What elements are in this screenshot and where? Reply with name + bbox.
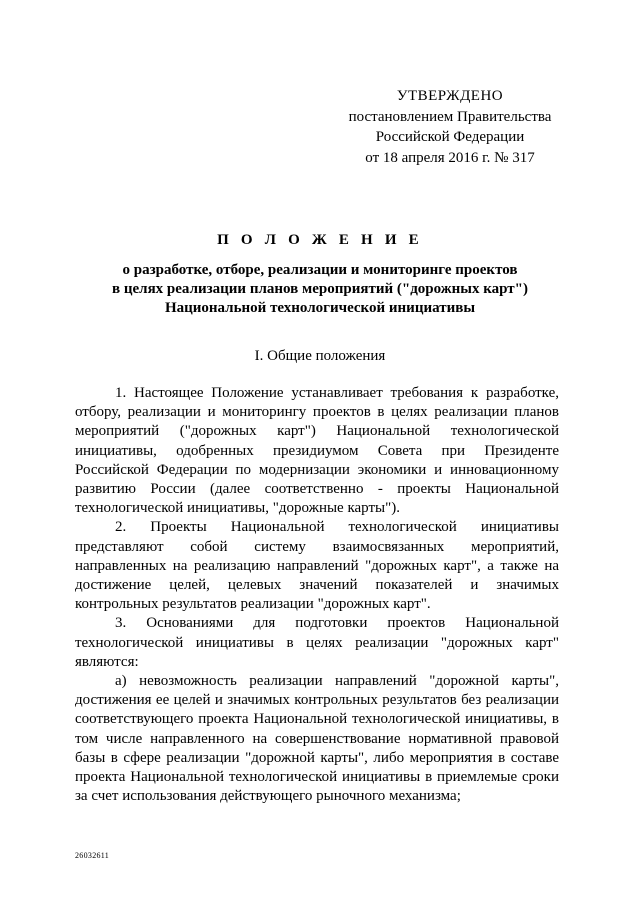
section-heading: I. Общие положения xyxy=(254,348,386,364)
subtitle-line-2: в целях реализации планов мероприятий ("дорожных карт") xyxy=(112,281,528,297)
document-subtitle xyxy=(60,261,580,318)
approval-block xyxy=(330,86,570,168)
paragraph-1: 1. Настоящее Положение устанавливает требования к разработке, отбору, реализации и мониторингу проектов в целях реализации планов мероприятий ("дорожных карт") Национальной технологической инициативы, одобренных президиумом Совета при Президенте Российской Федерации по модернизации экономики и инновационному развитию России (далее соответственно - проекты Национальной технологической инициативы, "дорожные карты"). xyxy=(75,385,559,517)
body-text xyxy=(75,384,559,806)
paragraph-2: 2. Проекты Национальной технологической инициативы представляют собой систему взаимосвязанных мероприятий, направленных на реализацию направлений "дорожных карт", а также на достижение целей, целевых значений показателей и значимых контрольных результатов реализации "дорожных карт". xyxy=(75,519,559,613)
approval-line-3: от 18 апреля 2016 г. № 317 xyxy=(365,149,535,166)
subtitle-line-1: о разработке, отборе, реализации и мониторинге проектов xyxy=(122,262,518,278)
approval-line-1: постановлением Правительства xyxy=(348,108,552,125)
document-number: 26032611 xyxy=(75,851,110,860)
approval-heading: УТВЕРЖДЕНО xyxy=(396,88,504,104)
paragraph-3a: а) невозможность реализации направлений "дорожной карты", достижения ее целей и значимых контрольных результатов без реализации соответствующего проекта Национальной технологической инициативы, в том числе направленного на совершенствование нормативной правовой базы в сфере реализации "дорожной карты", либо мероприятия в составе проекта Национальной технологической инициативы в приемлемые сроки за счет использования действующего рыночного механизма; xyxy=(75,673,559,805)
approval-line-2: Российской Федерации xyxy=(375,129,525,145)
subtitle-line-3: Национальной технологической инициативы xyxy=(164,300,476,316)
paragraph-3: 3. Основаниями для подготовки проектов Национальной технологической инициативы в целях реализации "дорожных карт" являются: xyxy=(75,615,559,670)
document-title: П О Л О Ж Е Н И Е xyxy=(217,232,423,248)
